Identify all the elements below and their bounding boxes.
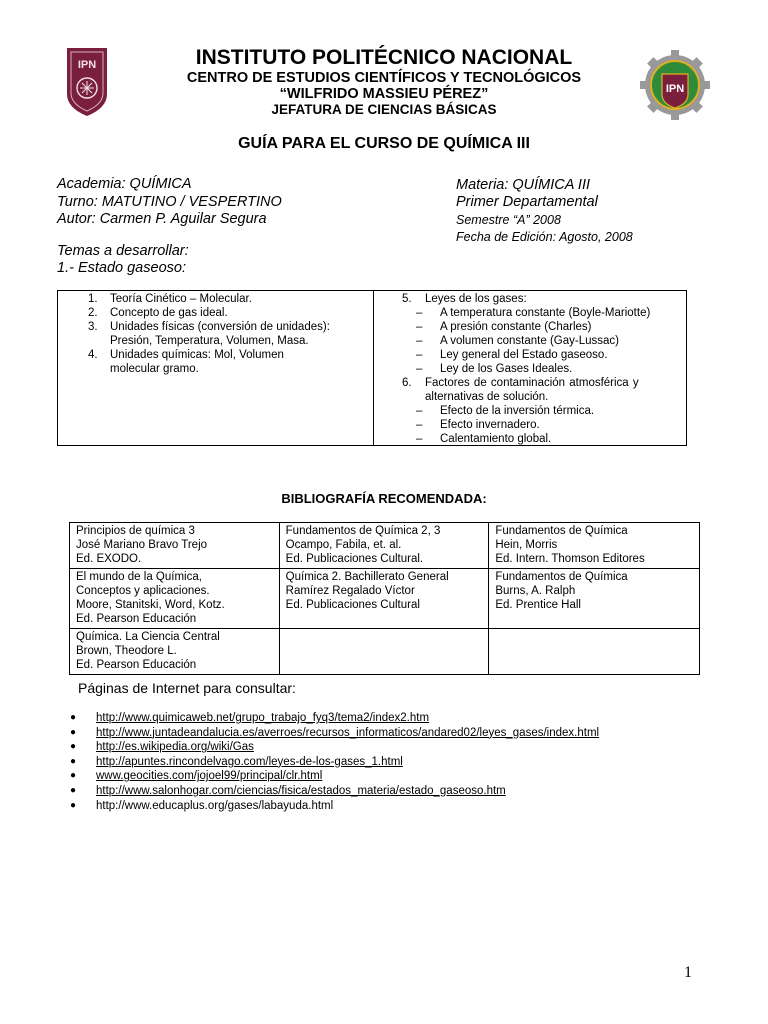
meta-fecha: Fecha de Edición: Agosto, 2008 <box>456 230 633 244</box>
dash-bullet: – <box>416 433 423 445</box>
topic-item-continued: Presión, Temperatura, Volumen, Masa. <box>110 335 309 347</box>
bibliography-title: BIBLIOGRAFÍA RECOMENDADA: <box>281 491 487 506</box>
list-item <box>70 740 599 755</box>
meta-autor: Autor: Carmen P. Aguilar Segura <box>57 211 267 227</box>
table-row <box>70 523 700 569</box>
web-link[interactable]: http://es.wikipedia.org/wiki/Gas <box>96 741 254 754</box>
topic-number: 3. <box>88 321 98 333</box>
bullet-icon: ● <box>70 755 77 767</box>
bullet-icon: ● <box>70 741 77 753</box>
dash-bullet: – <box>416 349 423 361</box>
meta-materia: Materia: QUÍMICA III <box>456 177 591 193</box>
dash-bullet: – <box>416 335 423 347</box>
topic-item: Concepto de gas ideal. <box>110 307 228 319</box>
bullet-icon: ● <box>70 799 77 811</box>
ipn-logo-text: IPN <box>77 59 97 71</box>
dash-bullet: – <box>416 419 423 431</box>
topic-number: 1. <box>88 293 98 305</box>
effect-item: Efecto invernadero. <box>440 419 540 431</box>
topics-divider <box>373 291 374 445</box>
list-item <box>70 769 599 784</box>
topic-number: 5. <box>402 293 412 305</box>
cecyt-logo-text: IPN <box>665 83 685 95</box>
topic-number: 2. <box>88 307 98 319</box>
list-item <box>70 726 599 741</box>
dash-bullet: – <box>416 363 423 375</box>
topic-item-continued: alternativas de solución. <box>425 391 549 403</box>
table-cell: Fundamentos de Química Burns, A. Ralph Ed. Prentice Hall <box>489 569 700 629</box>
topic-number: 4. <box>88 349 98 361</box>
table-cell: Química 2. Bachillerato General Ramírez Regalado Víctor Ed. Publicaciones Cultural <box>279 569 489 629</box>
table-cell <box>489 629 700 675</box>
table-cell: Fundamentos de Química Hein, Morris Ed. Intern. Thomson Editores <box>489 523 700 569</box>
institution-title: INSTITUTO POLITÉCNICO NACIONAL <box>195 46 573 69</box>
table-cell: El mundo de la Química, Conceptos y aplicaciones. Moore, Stanitski, Word, Kotz. Ed. Pearson Educación <box>70 569 280 629</box>
bullet-icon: ● <box>70 726 77 738</box>
bullet-icon: ● <box>70 712 77 723</box>
list-item <box>70 711 599 726</box>
web-pages-title: Páginas de Internet para consultar: <box>78 680 296 696</box>
center-name: CENTRO DE ESTUDIOS CIENTÍFICOS Y TECNOLÓGICOS <box>186 70 582 86</box>
list-item <box>70 755 599 770</box>
topics-section: 1.- Estado gaseoso: <box>57 260 186 276</box>
web-link[interactable]: http://apuntes.rincondelvago.com/leyes-de-los-gases_1.html <box>96 755 403 768</box>
topics-box <box>57 290 687 446</box>
topic-number: 6. <box>402 377 412 389</box>
meta-turno: Turno: MATUTINO / VESPERTINO <box>57 194 282 210</box>
web-link[interactable]: http://www.juntadeandalucia.es/averroes/recursos_informaticos/andared02/leyes_gases/index.html <box>96 726 600 739</box>
page-number: 1 <box>684 964 692 981</box>
gas-law-item: A temperatura constante (Boyle-Mariotte) <box>440 307 651 319</box>
table-cell <box>279 629 489 675</box>
bullet-icon: ● <box>70 784 77 796</box>
topic-item: Unidades físicas (conversión de unidades): <box>110 321 330 333</box>
topic-item-continued: molecular gramo. <box>110 363 199 375</box>
guide-title: GUÍA PARA EL CURSO DE QUÍMICA III <box>238 135 530 152</box>
meta-academia: Academia: QUÍMICA <box>57 176 192 192</box>
table-cell: Fundamentos de Química 2, 3 Ocampo, Fabila, et. al. Ed. Publicaciones Cultural. <box>279 523 489 569</box>
bullet-icon: ● <box>70 770 77 782</box>
meta-semestre: Semestre “A” 2008 <box>456 213 561 227</box>
table-cell: Química. La Ciencia Central Brown, Theodore L. Ed. Pearson Educación <box>70 629 280 675</box>
list-item <box>70 799 599 814</box>
department-name: JEFATURA DE CIENCIAS BÁSICAS <box>271 102 497 117</box>
gas-law-item: A volumen constante (Gay-Lussac) <box>440 335 619 347</box>
topic-item: Teoría Cinético – Molecular. <box>110 293 252 305</box>
effect-item: Calentamiento global. <box>440 433 552 445</box>
topics-label: Temas a desarrollar: <box>57 243 189 259</box>
topic-item: Leyes de los gases: <box>425 293 527 305</box>
gas-law-item: A presión constante (Charles) <box>440 321 592 333</box>
gas-law-item: Ley de los Gases Ideales. <box>440 363 573 375</box>
gas-law-item: Ley general del Estado gaseoso. <box>440 349 608 361</box>
topic-item: Factores de contaminación atmosférica y <box>425 377 639 389</box>
list-item <box>70 784 599 799</box>
dash-bullet: – <box>416 307 423 319</box>
table-row <box>70 629 700 675</box>
web-link[interactable]: http://www.quimicaweb.net/grupo_trabajo_fyq3/tema2/index2.htm <box>96 712 430 724</box>
topic-item: Unidades químicas: Mol, Volumen <box>110 349 284 361</box>
web-link[interactable]: http://www.salonhogar.com/ciencias/fisica/estados_materia/estado_gaseoso.htm <box>96 784 506 797</box>
table-row <box>70 569 700 629</box>
meta-parcial: Primer Departamental <box>456 194 598 210</box>
school-name: “WILFRIDO MASSIEU PÉREZ” <box>279 86 489 102</box>
table-cell: Principios de química 3 José Mariano Bravo Trejo Ed. EXODO. <box>70 523 280 569</box>
bibliography-table <box>69 522 700 675</box>
effect-item: Efecto de la inversión térmica. <box>440 405 595 417</box>
web-links-list <box>70 711 599 813</box>
web-link[interactable]: www.geocities.com/jojoel99/principal/clr.html <box>96 770 323 783</box>
dash-bullet: – <box>416 405 423 417</box>
web-link[interactable]: http://www.educaplus.org/gases/labayuda.html <box>96 799 334 812</box>
dash-bullet: – <box>416 321 423 333</box>
